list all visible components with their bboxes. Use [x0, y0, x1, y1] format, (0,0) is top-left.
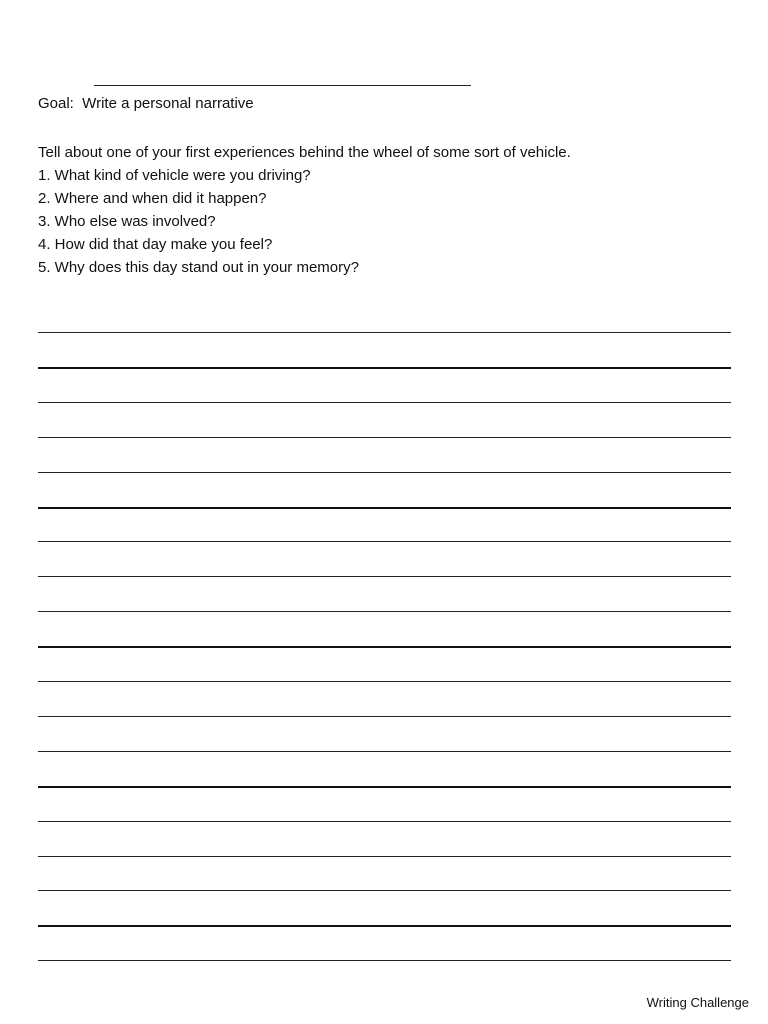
- goal-text: Goal: Write a personal narrative: [38, 95, 254, 112]
- writing-line: [38, 611, 731, 612]
- prompt-intro: Tell about one of your first experiences behind the wheel of some sort of vehicle.: [38, 144, 571, 161]
- writing-line: [38, 576, 731, 577]
- writing-line: [38, 507, 731, 509]
- question-5: 5. Why does this day stand out in your memory?: [38, 259, 359, 276]
- writing-line: [38, 925, 731, 927]
- footer-label: Writing Challenge: [646, 995, 749, 1010]
- writing-line: [38, 646, 731, 648]
- writing-line: [38, 751, 731, 752]
- writing-line: [38, 472, 731, 473]
- writing-line: [38, 786, 731, 788]
- name-blank-line: [94, 85, 471, 86]
- question-2: 2. Where and when did it happen?: [38, 190, 267, 207]
- writing-line: [38, 367, 731, 369]
- writing-line: [38, 890, 731, 891]
- question-4: 4. How did that day make you feel?: [38, 236, 273, 253]
- writing-line: [38, 332, 731, 333]
- writing-line: [38, 541, 731, 542]
- writing-line: [38, 716, 731, 717]
- writing-line: [38, 681, 731, 682]
- writing-line: [38, 960, 731, 961]
- question-1: 1. What kind of vehicle were you driving?: [38, 167, 311, 184]
- question-3: 3. Who else was involved?: [38, 213, 216, 230]
- writing-line: [38, 821, 731, 822]
- prompt-block: [38, 141, 571, 279]
- writing-line: [38, 402, 731, 403]
- writing-line: [38, 856, 731, 857]
- writing-line: [38, 437, 731, 438]
